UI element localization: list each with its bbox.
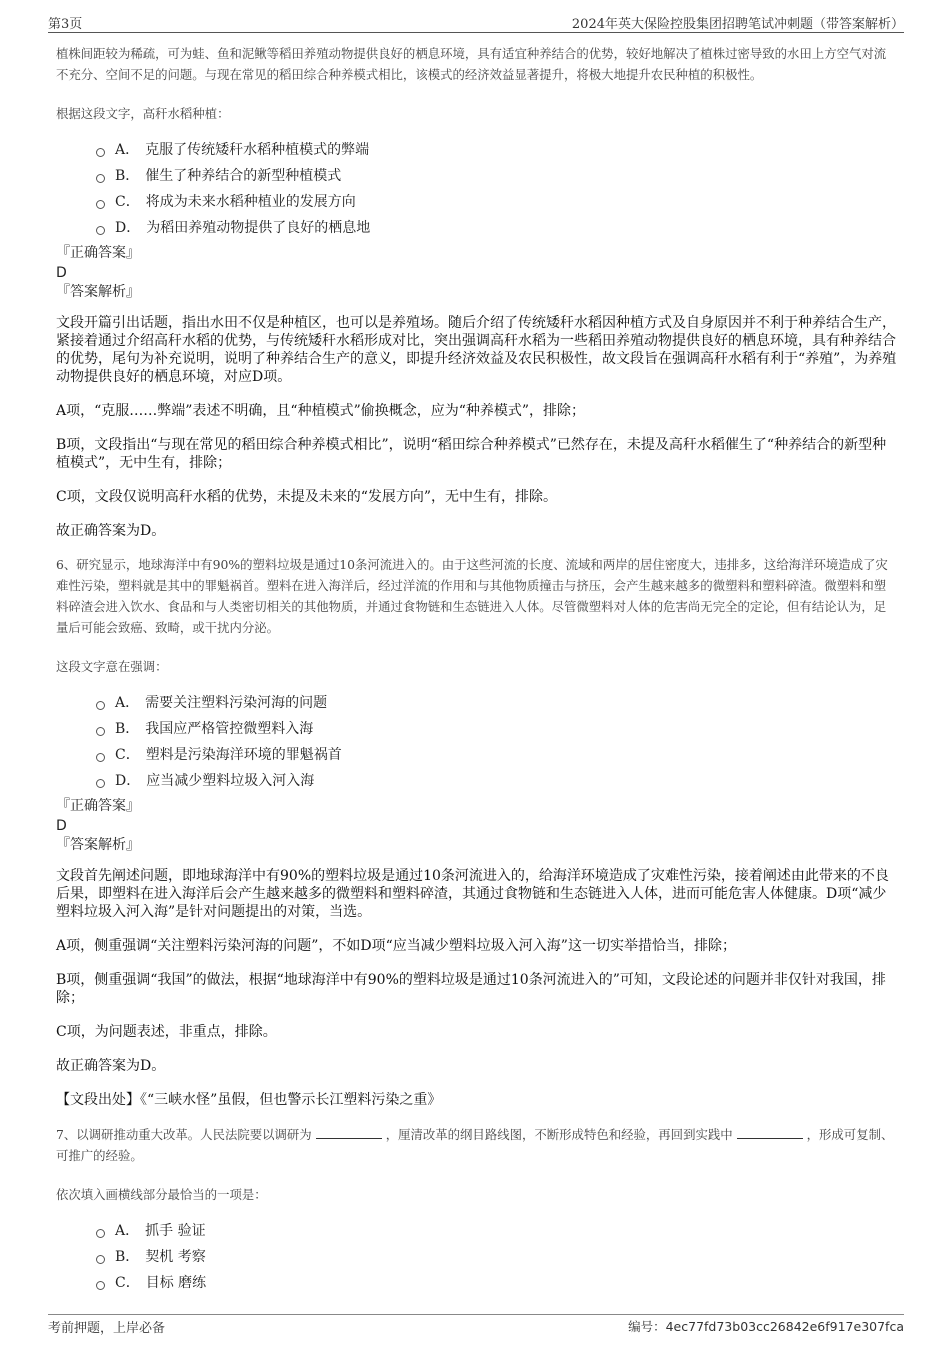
q5-analysis-a: A项，“克服……弊端”表述不明确，且“种植模式”偷换概念，应为“种养模式”，排除； <box>56 403 586 419</box>
q5-option-b[interactable]: B． 催生了种养结合的新型种植模式 <box>96 163 898 189</box>
fill-blank-1 <box>316 1125 382 1139</box>
q6-question: 这段文字意在强调： <box>56 659 168 674</box>
q7-options <box>56 1218 898 1296</box>
q7-passage: 7、以调研推动重大改革。人民法院要以调研为 ，厘清改革的纲目路线图，不断形成特色和经验，再回到实践中 ，形成可复制、可推广的经验。 <box>56 1127 894 1163</box>
radio-icon[interactable] <box>96 753 105 762</box>
q7-option-b[interactable]: B． 契机 考察 <box>96 1244 898 1270</box>
q7-question: 依次填入画横线部分最恰当的一项是： <box>56 1187 267 1202</box>
radio-icon[interactable] <box>96 226 105 235</box>
q5-answer-label: 『正确答案』 <box>56 245 140 261</box>
radio-icon[interactable] <box>96 174 105 183</box>
page-footer <box>48 1314 904 1343</box>
q6-analysis-c: C项，为问题表述，非重点，排除。 <box>56 1024 277 1040</box>
radio-icon[interactable] <box>96 148 105 157</box>
q6-analysis-a: A项，侧重强调“关注塑料污染河海的问题”，不如D项“应当减少塑料垃圾入河入海”这一切实举措恰当，排除； <box>56 938 736 954</box>
q6-option-b[interactable]: B． 我国应严格管控微塑料入海 <box>96 716 898 742</box>
q7-option-c[interactable]: C． 目标 磨练 <box>96 1270 898 1296</box>
q5-analysis-label: 『答案解析』 <box>56 284 140 300</box>
q5-answer: D <box>56 265 67 281</box>
radio-icon[interactable] <box>96 779 105 788</box>
page-header <box>48 0 904 33</box>
document-title: 2024年英大保险控股集团招聘笔试冲刺题（带答案解析） <box>571 17 904 32</box>
q6-option-d[interactable]: D． 应当减少塑料垃圾入河入海 <box>96 768 898 794</box>
q5-passage: 植株间距较为稀疏，可为蛙、鱼和泥鳅等稻田养殖动物提供良好的栖息环境，具有适宜种养结合的优势，较好地解决了植株过密导致的水田上方空气对流不充分、空间不足的问题。与现在常见的稻田综合种养模式相比，该模式的经济效益显著提升，将极大地提升农民种植的积极性。 <box>56 46 887 82</box>
q6-analysis-main: 文段首先阐述问题，即地球海洋中有90%的塑料垃圾是通过10条河流进入的，给海洋环境造成了灾难性污染，接着阐述由此带来的不良后果，即塑料在进入海洋后会产生越来越多的微塑料和塑料碎渣，其通过食物链和生态链进入人体，进而可能危害人体健康。D项“减少塑料垃圾入河入海”是针对问题提出的对策，当选。 <box>56 868 889 920</box>
fill-blank-2 <box>737 1125 803 1139</box>
radio-icon[interactable] <box>96 701 105 710</box>
document-id: 编号：4ec77fd73b03cc26842e6f917e307fca <box>628 1319 904 1334</box>
radio-icon[interactable] <box>96 1229 105 1238</box>
q5-question: 根据这段文字，高秆水稻种植： <box>56 106 230 121</box>
radio-icon[interactable] <box>96 1281 105 1290</box>
footer-slogan: 考前押题，上岸必备 <box>48 1321 166 1336</box>
q6-conclusion: 故正确答案为D。 <box>56 1058 166 1074</box>
q6-answer: D <box>56 818 67 834</box>
q5-analysis-c: C项，文段仅说明高秆水稻的优势，未提及未来的“发展方向”，无中生有，排除。 <box>56 489 558 505</box>
q6-analysis-b: B项，侧重强调“我国”的做法，根据“地球海洋中有90%的塑料垃圾是通过10条河流进入的”可知，文段论述的问题并非仅针对我国，排除； <box>56 972 886 1006</box>
q5-analysis-main: 文段开篇引出话题，指出水田不仅是种植区，也可以是养殖场。随后介绍了传统矮秆水稻因种植方式及自身原因并不利于种养结合生产，紧接着通过介绍高秆水稻的优势，与传统矮秆水稻形成对比，突出强调高秆水稻为一些稻田养殖动物提供良好的栖息环境，具有种养结合的优势，尾句为补充说明，说明了种养结合生产的意义，即提升经济效益及农民积极性，故文段旨在强调高秆水稻有利于“养殖”，为养殖动物提供良好的栖息环境，对应D项。 <box>56 315 897 385</box>
q6-passage: 6、研究显示，地球海洋中有90%的塑料垃圾是通过10条河流进入的。由于这些河流的长度、流域和两岸的居住密度大，违排多，这给海洋环境造成了灾难性污染，塑料就是其中的罪魁祸首。塑料在进入海洋后，经过洋流的作用和与其他物质撞击与挤压，会产生越来越多的微塑料和塑料碎渣。微塑料和塑料碎渣会进入饮水、食品和与人类密切相关的其他物质，并通过食物链和生态链进入人体。尽管微塑料对人体的危害尚无完全的定论，但有结论认为，足量后可能会致癌、致畸，或干扰内分泌。 <box>56 557 888 635</box>
q5-option-d[interactable]: D． 为稻田养殖动物提供了良好的栖息地 <box>96 215 898 241</box>
q5-option-a[interactable]: A． 克服了传统矮秆水稻种植模式的弊端 <box>96 137 898 163</box>
q6-analysis-label: 『答案解析』 <box>56 837 140 853</box>
page-content <box>56 43 898 1296</box>
q6-option-a[interactable]: A． 需要关注塑料污染河海的问题 <box>96 690 898 716</box>
radio-icon[interactable] <box>96 727 105 736</box>
q5-options <box>56 137 898 241</box>
q5-conclusion: 故正确答案为D。 <box>56 523 166 539</box>
q6-answer-label: 『正确答案』 <box>56 798 140 814</box>
q5-analysis-b: B项，文段指出“与现在常见的稻田综合种养模式相比”，说明“稻田综合种养模式”已然存在，未提及高秆水稻催生了“种养结合的新型种植模式”，无中生有，排除； <box>56 437 887 471</box>
q7-option-a[interactable]: A． 抓手 验证 <box>96 1218 898 1244</box>
q6-source: 【文段出处】《“三峡水怪”虽假，但也警示长江塑料污染之重》 <box>56 1092 442 1108</box>
q5-option-c[interactable]: C． 将成为未来水稻种植业的发展方向 <box>96 189 898 215</box>
q6-option-c[interactable]: C． 塑料是污染海洋环境的罪魁祸首 <box>96 742 898 768</box>
q6-options <box>56 690 898 794</box>
radio-icon[interactable] <box>96 200 105 209</box>
radio-icon[interactable] <box>96 1255 105 1264</box>
page-number: 第3页 <box>48 17 83 32</box>
